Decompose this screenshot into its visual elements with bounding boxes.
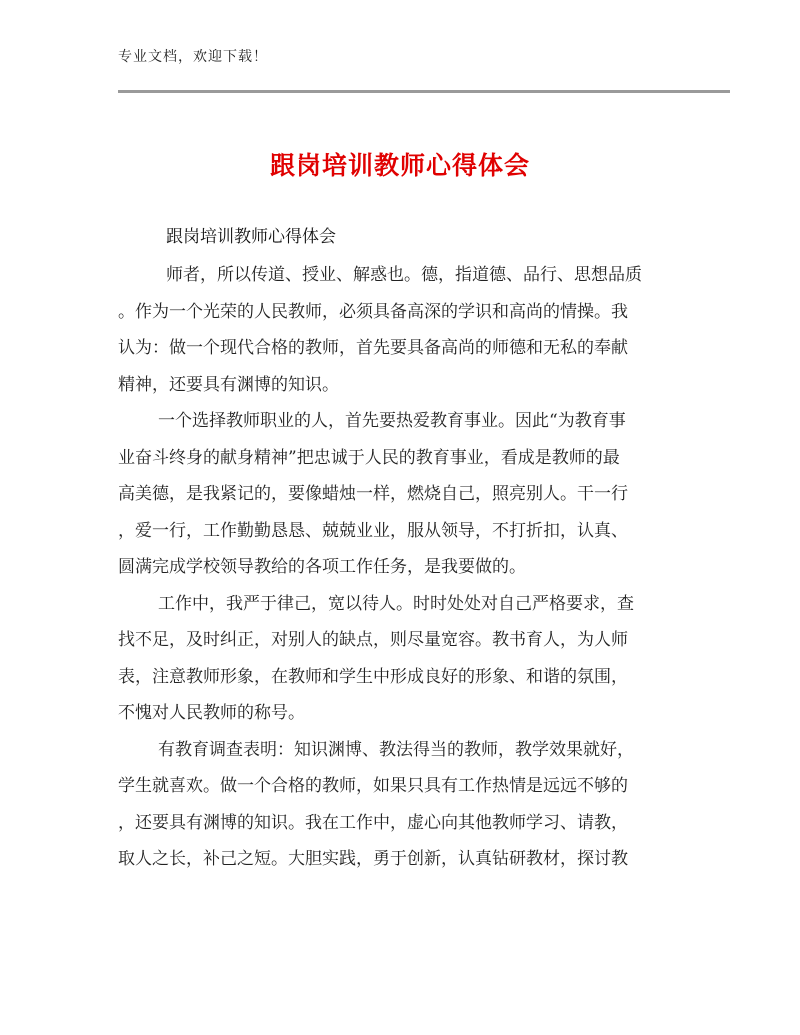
paragraph-2: [118, 403, 670, 586]
paragraph-4: [118, 732, 670, 878]
paragraph-line: 一个选择教师职业的人，首先要热爱教育事业。因此“为教育事: [158, 411, 626, 431]
paragraph-line: ，还要具有渊博的知识。我在工作中，虚心向其他教师学习、请教，: [118, 812, 628, 833]
document-body: [118, 257, 670, 878]
paragraph-line: 高美德，是我紧记的，要像蜡烛一样，燃烧自己，照亮别人。干一行: [118, 484, 628, 504]
paragraph-line: 业奋斗终身的献身精神”把忠诚于人民的教育事业，看成是教师的最: [118, 447, 620, 468]
paragraph-line: 学生就喜欢。做一个合格的教师，如果只具有工作热情是远远不够的: [118, 776, 628, 796]
paragraph-line: 表，注意教师形象，在教师和学生中形成良好的形象、和谐的氛围，: [118, 666, 628, 687]
paragraph-line: 找不足，及时纠正，对别人的缺点，则尽量宽容。教书育人，为人师: [118, 630, 628, 650]
paragraph-1: [118, 257, 670, 403]
document-title: 跟岗培训教师心得体会: [269, 151, 530, 180]
paragraph-line: 师者，所以传道、授业、解惑也。德，指道德、品行、思想品质: [166, 265, 642, 285]
paragraph-line: 取人之长，补己之短。大胆实践，勇于创新，认真钻研教材，探讨教: [118, 849, 628, 869]
paragraph-3: [118, 586, 670, 732]
paragraph-line: 认为：做一个现代合格的教师，首先要具备高尚的师德和无私的奉献: [118, 338, 628, 358]
paragraph-line: 圆满完成学校领导教给的各项工作任务，是我要做的。: [118, 557, 526, 577]
header-note: 专业文档，欢迎下载！: [118, 49, 268, 65]
document-subtitle: 跟岗培训教师心得体会: [166, 227, 336, 247]
header-divider: [118, 90, 730, 93]
paragraph-line: 不愧对人民教师的称号。: [118, 703, 305, 723]
paragraph-line: 有教育调查表明：知识渊博、教法得当的教师，教学效果就好，: [158, 739, 634, 760]
paragraph-line: 精神，还要具有渊博的知识。: [118, 374, 339, 395]
paragraph-line: 工作中，我严于律己，宽以待人。时时处处对自己严格要求，查: [158, 593, 634, 614]
paragraph-line: 。作为一个光荣的人民教师，必须具备高深的学识和高尚的情操。我: [118, 301, 628, 322]
paragraph-line: ，爱一行，工作勤勤恳恳、兢兢业业，服从领导，不打折扣，认真、: [118, 520, 628, 541]
